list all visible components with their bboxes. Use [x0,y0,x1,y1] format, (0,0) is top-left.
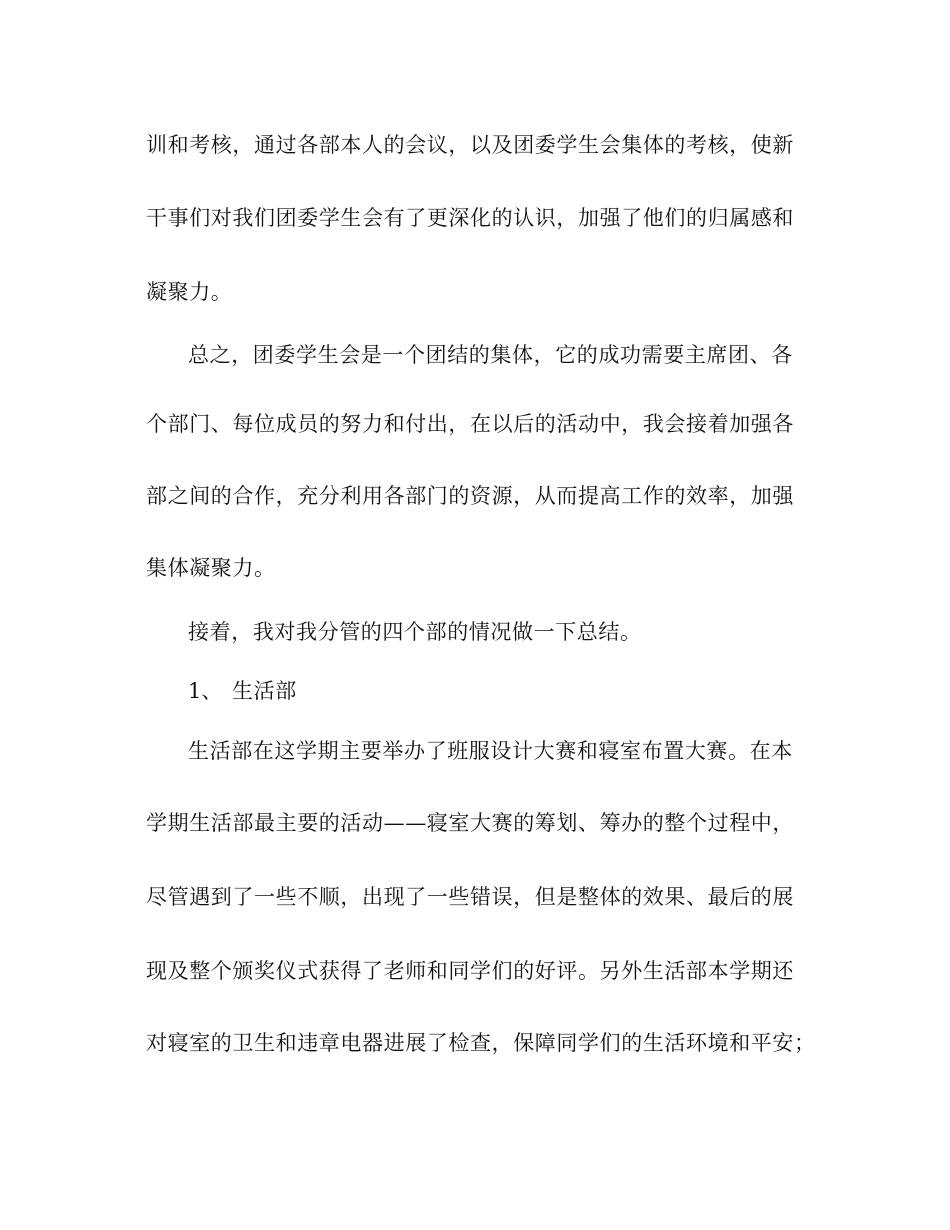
paragraph-line: 对寝室的卫生和违章电器进展了检查，保障同学们的生活环境和平安； [146,1031,816,1055]
list-item-heading: 生活部 [232,679,297,703]
paragraph-line: 总之，团委学生会是一个团结的集体，它的成功需要主席团、各 [188,343,793,367]
paragraph-line: 生活部在这学期主要举办了班服设计大赛和寝室布置大赛。在本 [188,739,793,763]
paragraph-line: 部之间的合作，充分利用各部门的资源，从而提高工作的效率，加强 [146,484,794,508]
paragraph-line: 凝聚力。 [146,280,233,304]
paragraph-line: 学期生活部最主要的活动——寝室大赛的筹划、筹办的整个过程中， [146,811,794,835]
paragraph-line: 干事们对我们团委学生会有了更深化的认识，加强了他们的归属感和 [146,206,794,230]
list-item-number: 1、 [188,679,223,703]
paragraph-line: 现及整个颁奖仪式获得了老师和同学们的好评。另外生活部本学期还 [146,959,794,983]
paragraph-line: 接着，我对我分管的四个部的情况做一下总结。 [188,620,642,644]
paragraph-line: 尽管遇到了一些不顺，出现了一些错误，但是整体的效果、最后的展 [146,885,794,909]
paragraph-line: 个部门、每位成员的努力和付出，在以后的活动中，我会接着加强各 [146,412,794,436]
paragraph-line: 训和考核，通过各部本人的会议，以及团委学生会集体的考核，使新 [146,133,794,157]
paragraph-line: 集体凝聚力。 [146,556,276,580]
